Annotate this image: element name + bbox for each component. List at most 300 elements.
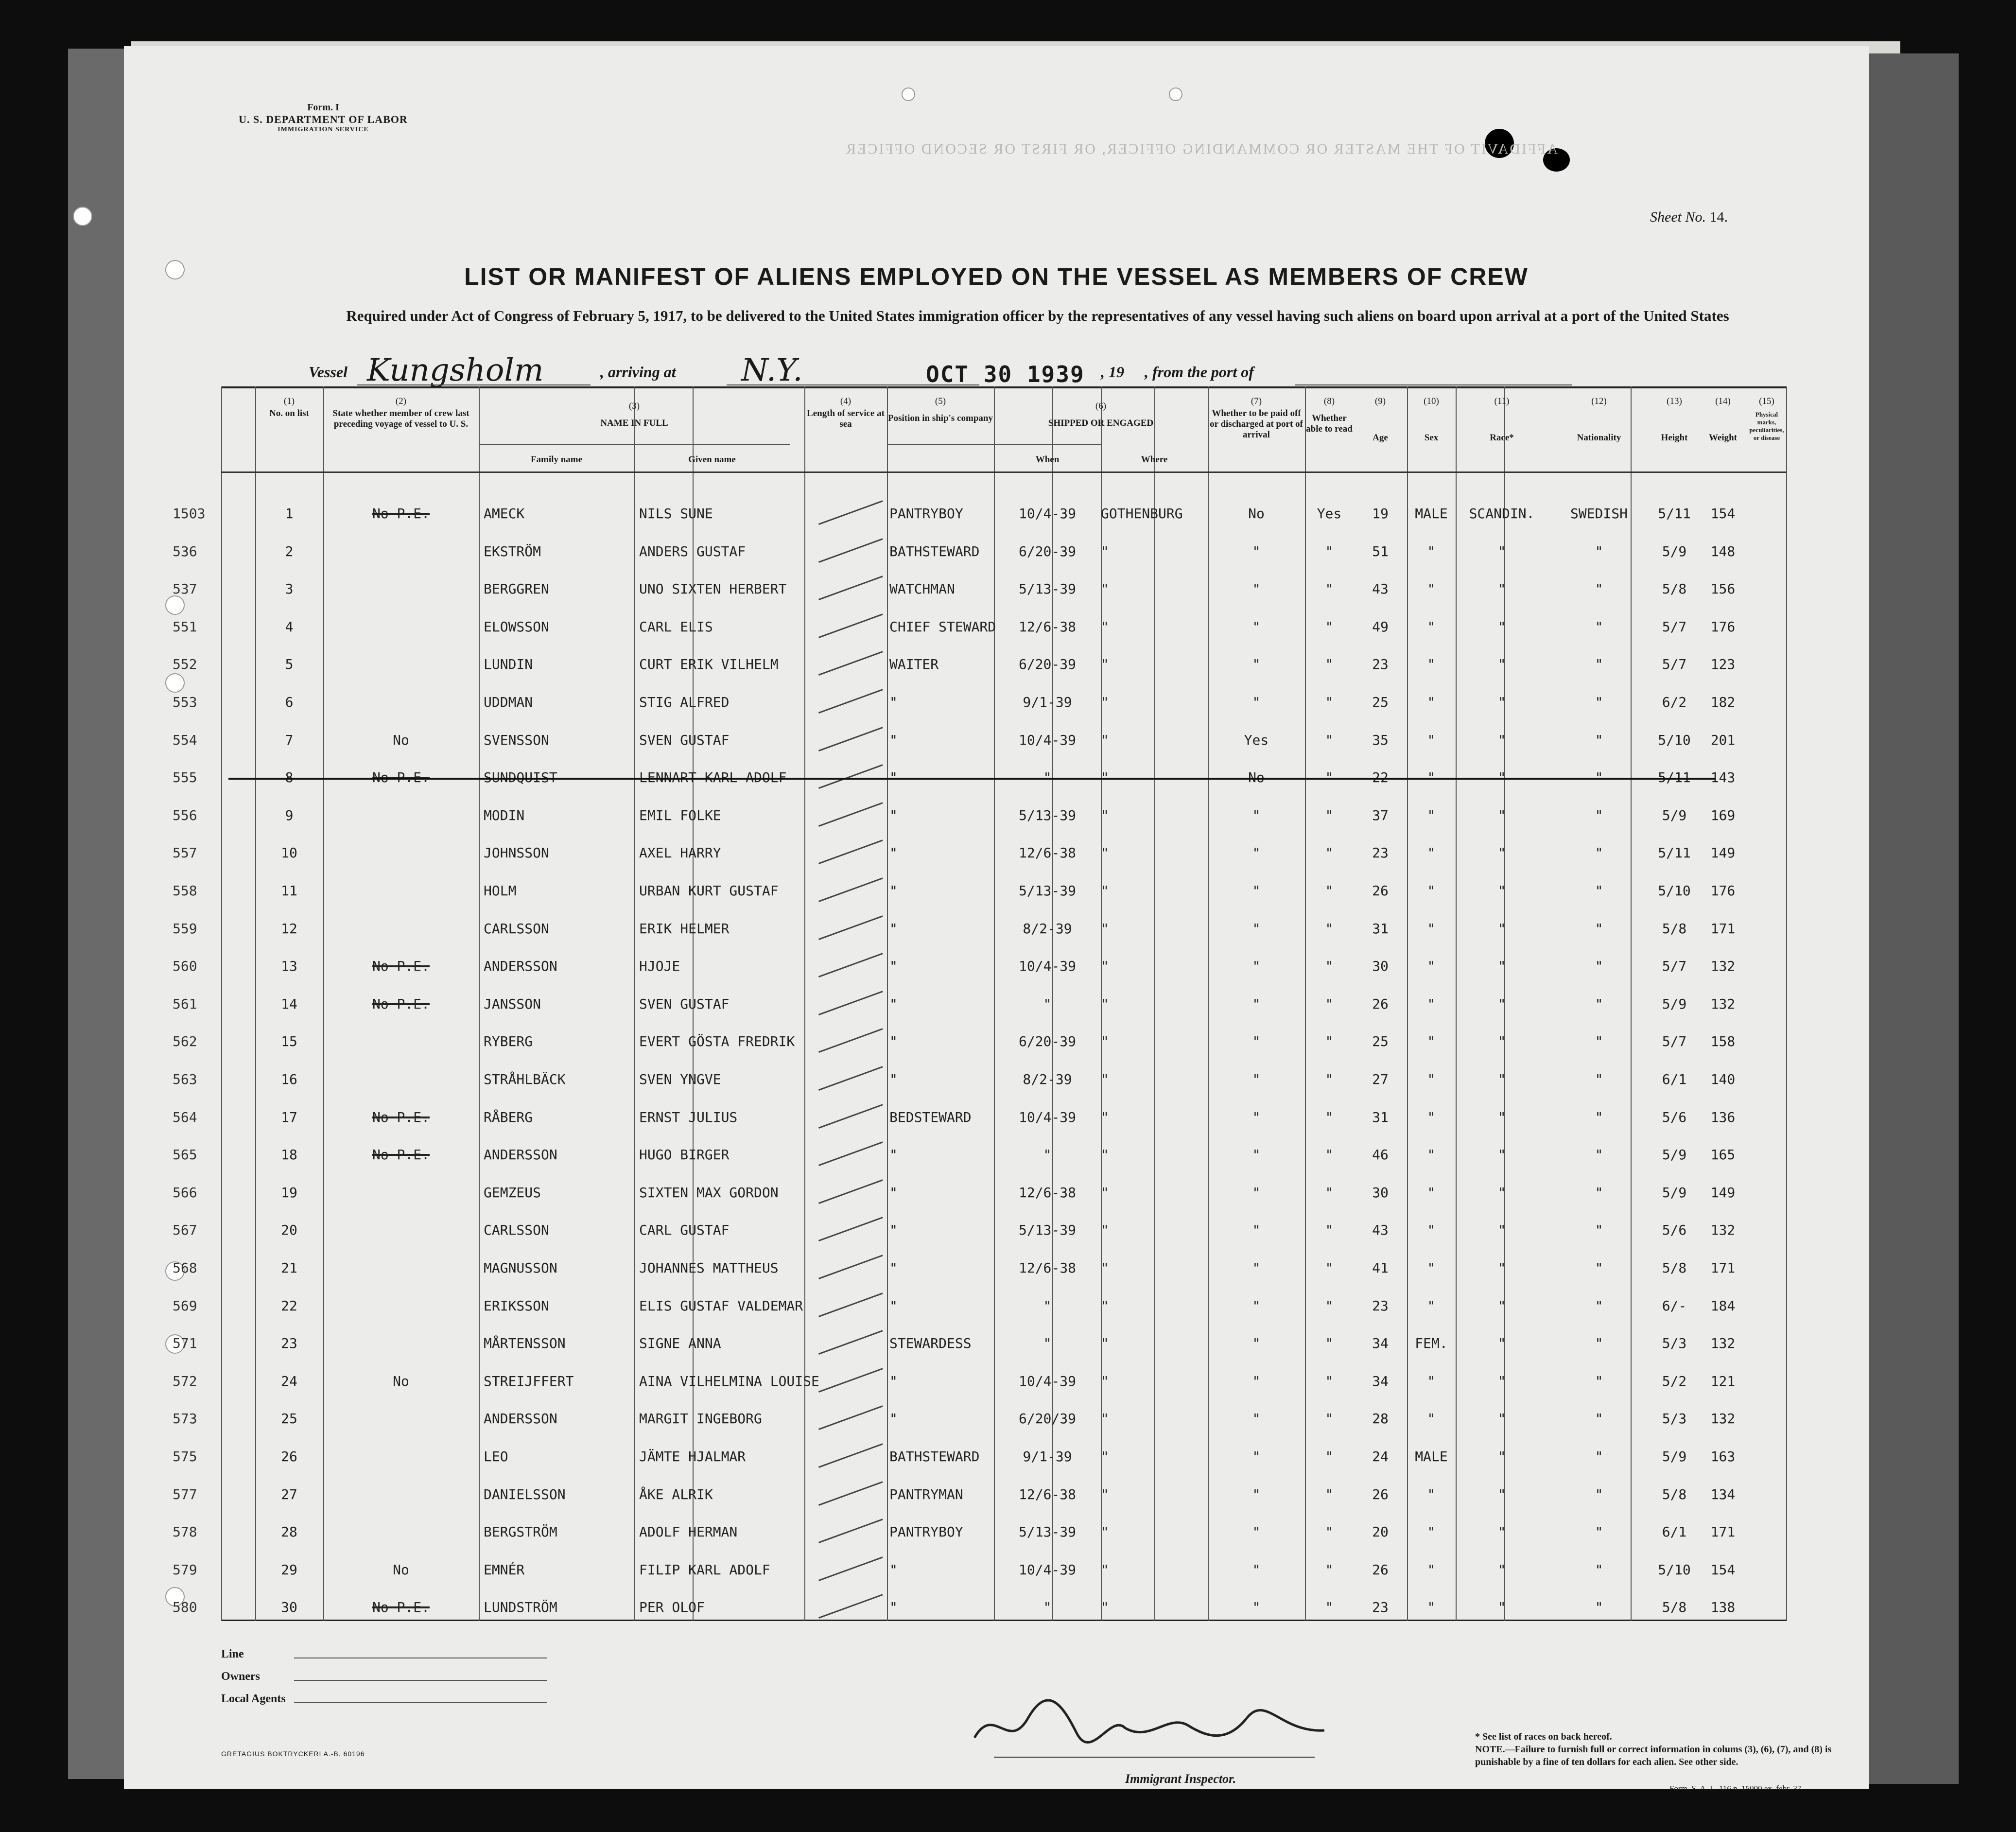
inspector-label: Immigrant Inspector. — [1125, 1772, 1236, 1786]
col-header-age: Age — [1373, 433, 1388, 443]
cell-race: " — [1497, 1448, 1506, 1465]
cell-nat: " — [1595, 1373, 1603, 1389]
cell-family: CARLSSON — [484, 1222, 549, 1239]
table-row — [173, 1212, 1786, 1246]
cell-age: 41 — [1372, 1260, 1389, 1276]
service-name: IMMIGRATION SERVICE — [278, 126, 369, 133]
cell-weight: 132 — [1710, 1335, 1736, 1352]
inspector-signature — [965, 1684, 1334, 1767]
col-header-where: Where — [1141, 454, 1168, 465]
sheet-label: Sheet No. — [1650, 209, 1706, 225]
cell-family: ANDERSSON — [484, 1411, 557, 1427]
table-row — [173, 1137, 1786, 1171]
cell-nat: " — [1595, 1411, 1603, 1427]
cell-when: 10/4-39 — [1018, 1561, 1076, 1578]
table-row — [173, 1363, 1786, 1397]
cell-given: CARL GUSTAF — [639, 1222, 730, 1239]
cell-no: 26 — [281, 1448, 297, 1465]
table-row — [173, 948, 1786, 982]
cell-weight: 171 — [1710, 1260, 1736, 1276]
cell-read: " — [1325, 1599, 1334, 1616]
form-label: Form. I — [307, 102, 339, 113]
cell-sex: " — [1427, 1411, 1436, 1427]
cell-paid: " — [1252, 1147, 1261, 1163]
cell-read: " — [1325, 1335, 1334, 1352]
cell-no: 20 — [281, 1222, 297, 1239]
cell-no: 15 — [281, 1033, 297, 1050]
cell-prev: No P.E. — [372, 958, 430, 975]
cell-race: " — [1497, 1561, 1506, 1578]
binder-hole — [902, 87, 915, 101]
cell-race: " — [1497, 807, 1506, 823]
cell-read: " — [1325, 1071, 1334, 1087]
cell-when: 5/13-39 — [1018, 1222, 1076, 1239]
cell-height: 5/8 — [1662, 581, 1687, 597]
cell-height: 6/1 — [1662, 1524, 1687, 1540]
cell-when: " — [1043, 995, 1052, 1012]
cell-race: " — [1497, 1033, 1506, 1050]
cell-family: MODIN — [484, 807, 525, 823]
col-header-previous-voyage: State whether member of crew last preceding voyage of vessel to U. S. — [332, 408, 469, 429]
cell-nat: " — [1595, 1033, 1603, 1050]
cell-read: " — [1325, 618, 1334, 635]
cell-when: 10/4-39 — [1018, 732, 1076, 748]
cell-nat: " — [1595, 1260, 1603, 1276]
cell-family: CARLSSON — [484, 920, 549, 937]
cell-where: " — [1101, 732, 1109, 748]
serial-number: 573 — [173, 1411, 197, 1427]
cell-family: DANIELSSON — [484, 1486, 566, 1502]
cell-when: 10/4-39 — [1018, 958, 1076, 975]
manifest-page — [124, 46, 1869, 1793]
cell-sex: " — [1427, 845, 1436, 861]
cell-sex: " — [1427, 1109, 1436, 1125]
cell-when: 8/2-39 — [1023, 1071, 1072, 1087]
cell-nat: " — [1595, 581, 1603, 597]
cell-given: FILIP KARL ADOLF — [639, 1561, 770, 1578]
cell-race: " — [1497, 958, 1506, 975]
col-num: (13) — [1667, 396, 1682, 406]
cell-sex: " — [1427, 581, 1436, 597]
date-stamp: OCT 30 1939 — [926, 361, 1085, 387]
cell-sex: " — [1427, 1222, 1436, 1239]
cell-sex: " — [1427, 1486, 1436, 1502]
cell-paid: " — [1252, 543, 1261, 559]
cell-position: " — [889, 1561, 898, 1578]
cell-nat: SWEDISH — [1570, 506, 1628, 522]
bottom-labels — [221, 1643, 286, 1710]
cell-nat: " — [1595, 883, 1603, 899]
cell-position: CHIEF STEWARD — [889, 618, 996, 635]
cell-when: 10/4-39 — [1018, 506, 1076, 522]
agents-label: Local Agents — [221, 1692, 286, 1705]
cell-height: 5/3 — [1662, 1335, 1687, 1352]
cell-position: " — [889, 883, 898, 899]
cell-nat: " — [1595, 1524, 1603, 1540]
cell-nat: " — [1595, 769, 1603, 786]
cell-weight: 171 — [1710, 1524, 1736, 1540]
cell-height: 5/8 — [1662, 1486, 1687, 1502]
cell-age: 43 — [1372, 581, 1389, 597]
cell-sex: " — [1427, 920, 1436, 937]
cell-read: " — [1325, 1109, 1334, 1125]
column-line — [1786, 386, 1787, 1621]
table-row — [173, 1514, 1786, 1548]
cell-sex: " — [1427, 995, 1436, 1012]
shipped-subheader-line — [887, 444, 1101, 445]
cell-sex: " — [1427, 1524, 1436, 1540]
cell-height: 5/8 — [1662, 920, 1687, 937]
cell-family: BERGGREN — [484, 581, 549, 597]
cell-where: " — [1101, 1411, 1109, 1427]
cell-age: 27 — [1372, 1071, 1389, 1087]
cell-sex: " — [1427, 807, 1436, 823]
cell-given: CARL ELIS — [639, 618, 713, 635]
cell-height: 5/10 — [1658, 732, 1691, 748]
cell-nat: " — [1595, 694, 1603, 710]
cell-family: JOHNSSON — [484, 845, 549, 861]
cell-family: UDDMAN — [484, 694, 533, 710]
col-header-race: Race* — [1490, 433, 1514, 443]
cell-where: GOTHENBURG — [1101, 506, 1183, 522]
cell-height: 5/8 — [1662, 1599, 1687, 1616]
binder-hole — [165, 595, 185, 615]
cell-paid: " — [1252, 1335, 1261, 1352]
cell-family: BERGSTRÖM — [484, 1524, 557, 1540]
col-header-given-name: Given name — [688, 454, 736, 465]
col-header-name: NAME IN FULL — [600, 418, 668, 428]
cell-age: 19 — [1372, 506, 1389, 522]
cell-position: " — [889, 920, 898, 937]
cell-no: 2 — [285, 543, 294, 559]
serial-number: 567 — [173, 1222, 197, 1239]
cell-no: 4 — [285, 618, 294, 635]
cell-position: " — [889, 1373, 898, 1389]
table-row — [173, 760, 1786, 794]
cell-weight: 156 — [1710, 581, 1736, 597]
cell-paid: " — [1252, 920, 1261, 937]
cell-sex: " — [1427, 694, 1436, 710]
col-num: (9) — [1374, 396, 1386, 406]
cell-when: 8/2-39 — [1023, 920, 1072, 937]
cell-read: " — [1325, 694, 1334, 710]
cell-when: 12/6-38 — [1018, 1486, 1076, 1502]
cell-position: PANTRYBOY — [889, 1524, 963, 1540]
cell-given: LENNART KARL ADOLF — [639, 769, 787, 786]
cell-where: " — [1101, 995, 1109, 1012]
cell-where: " — [1101, 1373, 1109, 1389]
cell-height: 5/7 — [1662, 656, 1687, 673]
cell-nat: " — [1595, 845, 1603, 861]
cell-where: " — [1101, 1599, 1109, 1616]
cell-given: ELIS GUSTAF VALDEMAR — [639, 1297, 803, 1314]
arriving-port: N.Y. — [741, 352, 803, 388]
col-header-height: Height — [1661, 433, 1688, 443]
cell-given: SIXTEN MAX GORDON — [639, 1184, 779, 1201]
col-header-service-length: Length of service at sea — [807, 408, 885, 429]
table-row — [173, 1175, 1786, 1209]
cell-no: 3 — [285, 581, 294, 597]
cell-paid: " — [1252, 845, 1261, 861]
cell-height: 5/7 — [1662, 618, 1687, 635]
cell-nat: " — [1595, 958, 1603, 975]
cell-prev: No — [393, 1561, 409, 1578]
cell-race: " — [1497, 920, 1506, 937]
cell-weight: 169 — [1710, 807, 1736, 823]
cell-family: LUNDSTRÖM — [484, 1599, 557, 1616]
cell-family: LEO — [484, 1448, 508, 1465]
cell-paid: " — [1252, 1033, 1261, 1050]
cell-read: " — [1325, 1524, 1334, 1540]
cell-when: 12/6-38 — [1018, 1260, 1076, 1276]
serial-number: 536 — [173, 543, 197, 559]
cell-no: 17 — [281, 1109, 297, 1125]
from-underline — [1295, 384, 1572, 385]
cell-position: " — [889, 694, 898, 710]
cell-family: AMECK — [484, 506, 525, 522]
serial-number: 572 — [173, 1373, 197, 1389]
cell-sex: " — [1427, 1033, 1436, 1050]
cell-read: " — [1325, 1222, 1334, 1239]
cell-where: " — [1101, 1297, 1109, 1314]
table-row — [173, 1062, 1786, 1096]
serial-number: 556 — [173, 807, 197, 823]
cell-prev: No — [393, 732, 409, 748]
cell-family: MÅRTENSSON — [484, 1335, 566, 1352]
cell-when: 6/20-39 — [1018, 1033, 1076, 1050]
cell-paid: " — [1252, 581, 1261, 597]
cell-race: " — [1497, 1222, 1506, 1239]
cell-race: " — [1497, 1071, 1506, 1087]
cell-paid: " — [1252, 1184, 1261, 1201]
cell-where: " — [1101, 543, 1109, 559]
serial-number: 558 — [173, 883, 197, 899]
cell-where: " — [1101, 581, 1109, 597]
cell-nat: " — [1595, 995, 1603, 1012]
cell-weight: 158 — [1710, 1033, 1736, 1050]
cell-position: PANTRYBOY — [889, 506, 963, 522]
cell-when: " — [1043, 1599, 1052, 1616]
cell-prev: No — [393, 1373, 409, 1389]
cell-height: 5/7 — [1662, 958, 1687, 975]
cell-given: CURT ERIK VILHELM — [639, 656, 779, 673]
table-row — [173, 496, 1786, 530]
cell-position: WAITER — [889, 656, 939, 673]
cell-position: " — [889, 807, 898, 823]
cell-age: 20 — [1372, 1524, 1389, 1540]
cell-read: " — [1325, 1373, 1334, 1389]
table-row — [173, 798, 1786, 832]
cell-no: 25 — [281, 1411, 297, 1427]
cell-age: 37 — [1372, 807, 1389, 823]
cell-where: " — [1101, 883, 1109, 899]
cell-position: " — [889, 1222, 898, 1239]
binder-hole — [165, 673, 185, 693]
cell-given: ANDERS GUSTAF — [639, 543, 746, 559]
cell-where: " — [1101, 1448, 1109, 1465]
cell-paid: " — [1252, 694, 1261, 710]
cell-race: " — [1497, 1524, 1506, 1540]
sheet-value: 14. — [1709, 209, 1728, 225]
cell-paid: " — [1252, 1599, 1261, 1616]
cell-position: STEWARDESS — [889, 1335, 972, 1352]
cell-when: 12/6-38 — [1018, 618, 1076, 635]
cell-family: EKSTRÖM — [484, 543, 541, 559]
cell-race: " — [1497, 1184, 1506, 1201]
col-header-physical-marks: Physical marks, peculiarities, or disease — [1749, 411, 1784, 441]
cell-where: " — [1101, 1109, 1109, 1125]
col-num: (4) — [840, 396, 852, 406]
table-row — [173, 1477, 1786, 1511]
cell-sex: MALE — [1415, 1448, 1448, 1465]
cell-race: " — [1497, 1373, 1506, 1389]
cell-sex: " — [1427, 1297, 1436, 1314]
table-row — [173, 1024, 1786, 1058]
cell-weight: 176 — [1710, 618, 1736, 635]
col-header-family-name: Family name — [530, 454, 583, 465]
cell-no: 1 — [285, 506, 294, 522]
cell-height: 5/9 — [1662, 543, 1687, 559]
cell-where: " — [1101, 618, 1109, 635]
cell-when: 5/13-39 — [1018, 807, 1076, 823]
bleed-through-text: AFFIDAVIT OF THE MASTER OR COMMANDING OFFICER, OR FIRST OR SECOND OFFICER — [844, 141, 1558, 157]
cell-given: HUGO BIRGER — [639, 1147, 730, 1163]
cell-when: 10/4-39 — [1018, 1109, 1076, 1125]
serial-number: 551 — [173, 618, 197, 635]
col-header-read: Whether able to read — [1306, 413, 1353, 434]
cell-position: BEDSTEWARD — [889, 1109, 972, 1125]
serial-number: 562 — [173, 1033, 197, 1050]
serial-number: 554 — [173, 732, 197, 748]
cell-paid: " — [1252, 995, 1261, 1012]
penalty-note: NOTE.—Failure to furnish full or correct information in colums (3), (6), (7), and (8) is punishable by a fine of ten dollars for each alien. See other side. — [1475, 1744, 1832, 1767]
cell-weight: 132 — [1710, 958, 1736, 975]
serial-number: 1503 — [173, 506, 206, 522]
cell-nat: " — [1595, 920, 1603, 937]
cell-family: EMNÉR — [484, 1561, 525, 1578]
cell-sex: " — [1427, 1599, 1436, 1616]
col-num: (8) — [1323, 396, 1335, 406]
cell-paid: " — [1252, 1411, 1261, 1427]
serial-number: 555 — [173, 769, 197, 786]
cell-height: 5/3 — [1662, 1411, 1687, 1427]
cell-given: MARGIT INGEBORG — [639, 1411, 762, 1427]
cell-where: " — [1101, 1260, 1109, 1276]
col-num: (1) — [283, 396, 295, 406]
serial-number: 559 — [173, 920, 197, 937]
cell-age: 23 — [1372, 656, 1389, 673]
cell-position: " — [889, 1297, 898, 1314]
cell-read: " — [1325, 543, 1334, 559]
cell-height: 5/11 — [1658, 769, 1691, 786]
cell-weight: 182 — [1710, 694, 1736, 710]
cell-age: 26 — [1372, 883, 1389, 899]
col-num: (10) — [1424, 396, 1439, 406]
cell-given: SVEN GUSTAF — [639, 732, 730, 748]
cell-prev: No P.E. — [372, 1109, 430, 1125]
table-row — [173, 722, 1786, 756]
cell-when: " — [1043, 769, 1052, 786]
cell-paid: Yes — [1244, 732, 1269, 748]
cell-no: 11 — [281, 883, 297, 899]
printer-mark: GRETAGIUS BOKTRYCKERI A.-B. 60196 — [221, 1750, 365, 1758]
cell-height: 6/- — [1662, 1297, 1687, 1314]
line-label: Line — [221, 1648, 244, 1660]
cell-given: URBAN KURT GUSTAF — [639, 883, 779, 899]
cell-height: 5/9 — [1662, 995, 1687, 1012]
cell-position: " — [889, 995, 898, 1012]
cell-given: HJOJE — [639, 958, 680, 975]
col-header-shipped: SHIPPED OR ENGAGED — [1048, 418, 1154, 428]
cell-when: 9/1-39 — [1023, 694, 1072, 710]
binder-hole — [73, 207, 92, 226]
cell-no: 12 — [281, 920, 297, 937]
cell-sex: " — [1427, 732, 1436, 748]
table-row — [173, 646, 1786, 680]
cell-read: " — [1325, 1184, 1334, 1201]
cell-sex: " — [1427, 618, 1436, 635]
serial-number: 578 — [173, 1524, 197, 1540]
cell-race: " — [1497, 1411, 1506, 1427]
cell-paid: " — [1252, 1071, 1261, 1087]
cell-height: 5/9 — [1662, 1147, 1687, 1163]
cell-no: 16 — [281, 1071, 297, 1087]
cell-family: LUNDIN — [484, 656, 533, 673]
cell-position: " — [889, 1260, 898, 1276]
cell-no: 14 — [281, 995, 297, 1012]
table-row — [173, 986, 1786, 1020]
cell-given: ERIK HELMER — [639, 920, 730, 937]
vessel-label: Vessel — [309, 363, 348, 381]
cell-age: 26 — [1372, 1486, 1389, 1502]
cell-given: AINA VILHELMINA LOUISE — [639, 1373, 819, 1389]
cell-weight: 138 — [1710, 1599, 1736, 1616]
cell-nat: " — [1595, 618, 1603, 635]
cell-no: 10 — [281, 845, 297, 861]
cell-age: 25 — [1372, 1033, 1389, 1050]
cell-height: 5/7 — [1662, 1033, 1687, 1050]
arriving-label: , arriving at — [600, 363, 676, 381]
cell-when: " — [1043, 1297, 1052, 1314]
serial-number: 565 — [173, 1147, 197, 1163]
cell-given: NILS SUNE — [639, 506, 713, 522]
binder-hole — [1169, 87, 1182, 101]
cell-weight: 143 — [1710, 769, 1736, 786]
cell-nat: " — [1595, 656, 1603, 673]
cell-race: " — [1497, 1335, 1506, 1352]
cell-prev: No P.E. — [372, 506, 430, 522]
table-row — [173, 1552, 1786, 1586]
cell-read: " — [1325, 920, 1334, 937]
cell-race: " — [1497, 1109, 1506, 1125]
cell-height: 5/9 — [1662, 1184, 1687, 1201]
table-row — [173, 684, 1786, 718]
cell-read: " — [1325, 769, 1334, 786]
cell-race: " — [1497, 995, 1506, 1012]
cell-race: SCANDIN. — [1469, 506, 1535, 522]
cell-family: ERIKSSON — [484, 1297, 549, 1314]
cell-where: " — [1101, 769, 1109, 786]
cell-sex: " — [1427, 543, 1436, 559]
cell-weight: 121 — [1710, 1373, 1736, 1389]
cell-read: " — [1325, 958, 1334, 975]
cell-where: " — [1101, 1335, 1109, 1352]
col-header-when: When — [1035, 454, 1060, 465]
cell-nat: " — [1595, 1335, 1603, 1352]
cell-read: " — [1325, 1486, 1334, 1502]
cell-when: 9/1-39 — [1023, 1448, 1072, 1465]
cell-paid: " — [1252, 1486, 1261, 1502]
